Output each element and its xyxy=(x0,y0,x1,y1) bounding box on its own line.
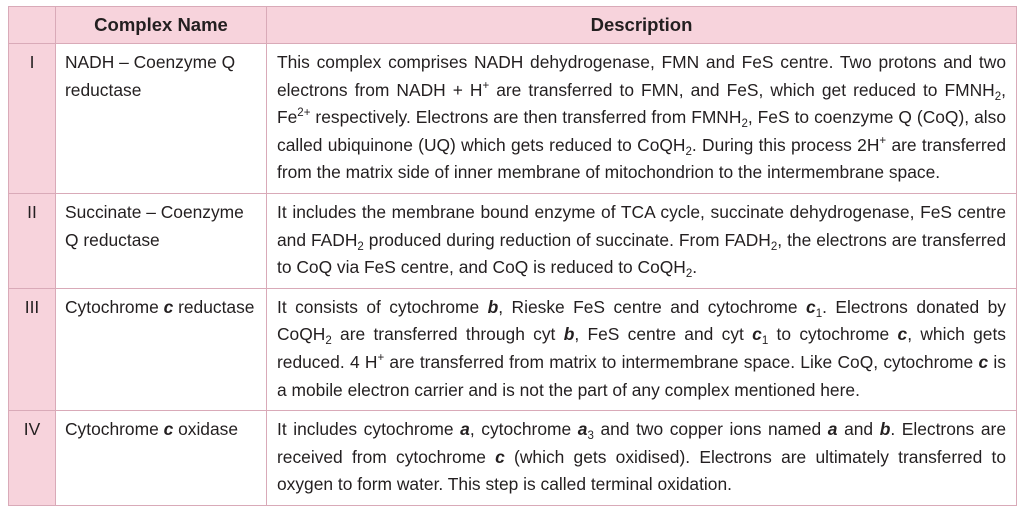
description: This complex comprises NADH dehydrogenase, FMN and FeS centre. Two protons and two electrons from NADH + H+ are transferred to FMN, and FeS, which get reduced to $FMNH_2$, $Fe^{2+}$ respectively. Electrons are then transferred from $FMNH_2$, FeS to coenzyme Q (CoQ), also called ubiquinone (UQ) which gets reduced to CoQH$_2$. During this process 2H+ are transferred from the matrix side of inner membrane of mitochondrion to the intermembrane space. xyxy=(267,44,1017,194)
complex-name: Succinate – Coenzyme Q reductase xyxy=(56,193,267,288)
table-row-4 xyxy=(9,411,1017,506)
electron-transport-complexes-table xyxy=(8,6,1017,506)
description: It includes the membrane bound enzyme of TCA cycle, succinate dehydrogenase, FeS centre and $FADH_2$ produced during reduction of succinate. From $FADH_2$, the electrons are transferred to CoQ via FeS centre, and CoQ is reduced to CoQH$_2$. xyxy=(267,193,1017,288)
table-row-3 xyxy=(9,288,1017,410)
table-row-2 xyxy=(9,193,1017,288)
table-row-1 xyxy=(9,44,1017,194)
row-number: II xyxy=(9,193,56,288)
header-description: Description xyxy=(267,7,1017,44)
description: It consists of cytochrome b, Rieske FeS centre and cytochrome $c_1$. Electrons donated by CoQH$_2$ are transferred through cyt b, FeS centre and cyt $c_1$ to cytochrome c, which gets reduced. 4 H+ are transferred from matrix to intermembrane space. Like CoQ, cytochrome c is a mobile electron carrier and is not the part of any complex mentioned here. xyxy=(267,288,1017,410)
header-row xyxy=(9,7,1017,44)
row-number: I xyxy=(9,44,56,194)
complex-name: Cytochrome c oxidase xyxy=(56,411,267,506)
row-number: III xyxy=(9,288,56,410)
complex-name: Cytochrome c reductase xyxy=(56,288,267,410)
row-number: IV xyxy=(9,411,56,506)
description: It includes cytochrome a, cytochrome $a_3$ and two copper ions named a and b. Electrons are received from cytochrome c (which gets oxidised). Electrons are ultimately transferred to oxygen to form water. This step is called terminal oxidation. xyxy=(267,411,1017,506)
complex-name: NADH – Coenzyme Q reductase xyxy=(56,44,267,194)
header-complex-name: Complex Name xyxy=(56,7,267,44)
header-number xyxy=(9,7,56,44)
